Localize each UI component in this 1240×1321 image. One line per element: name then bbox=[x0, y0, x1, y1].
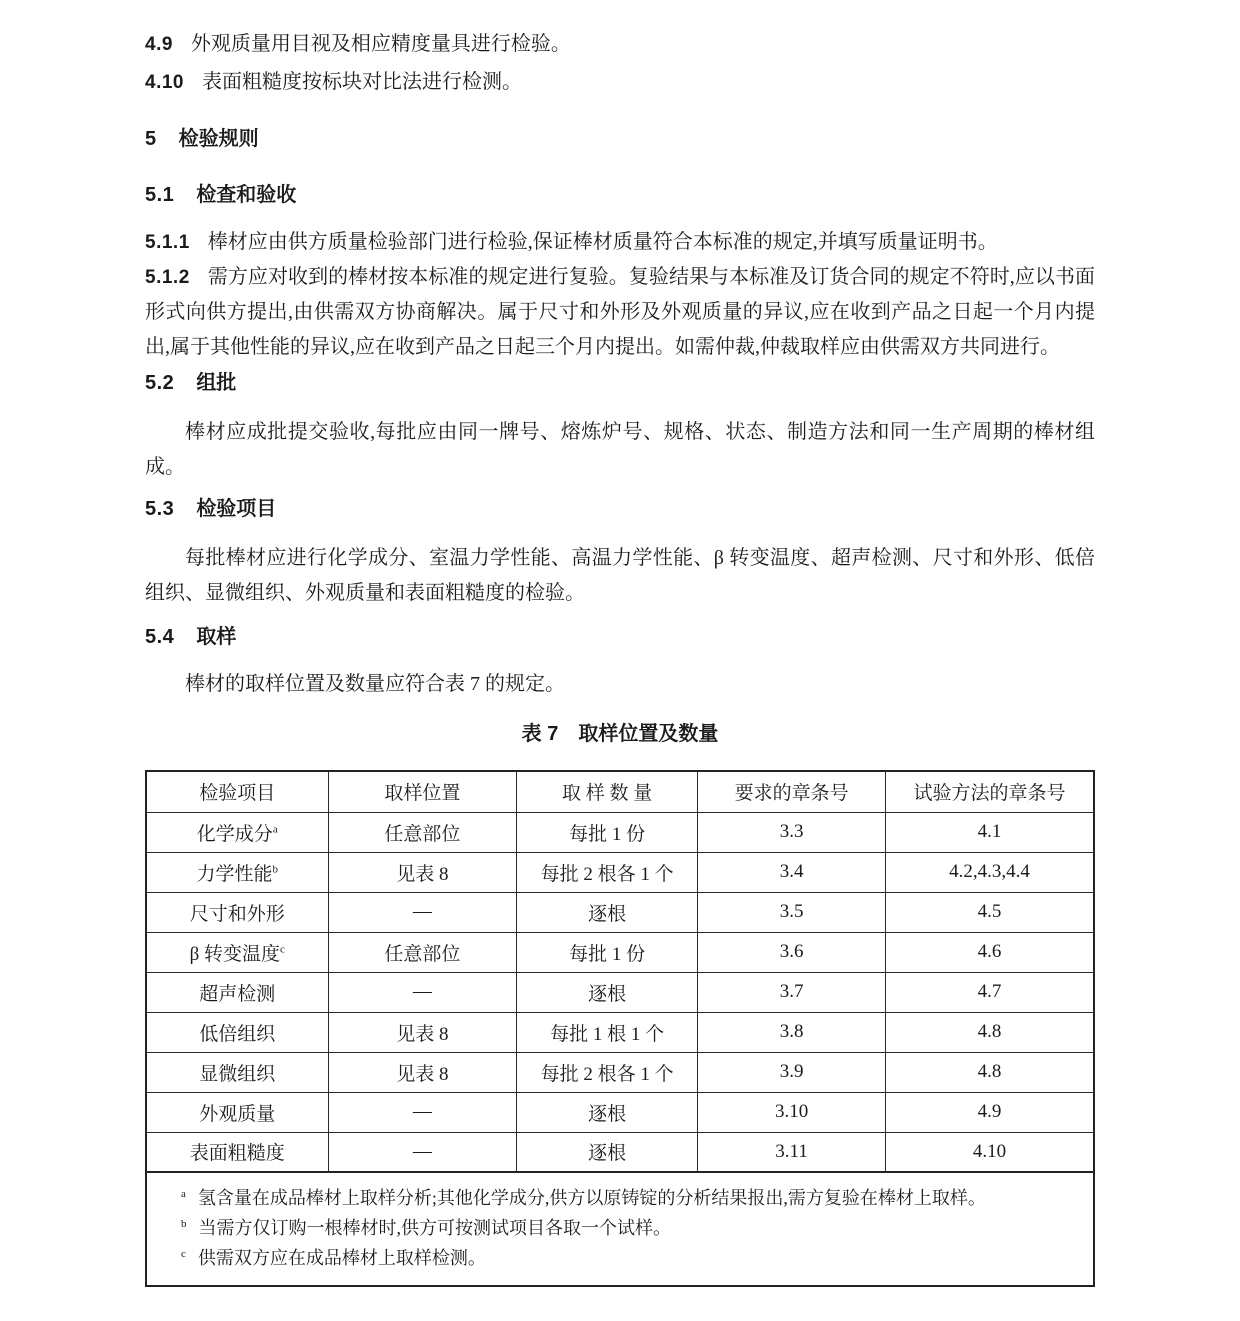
item-text: 化学成分 bbox=[196, 823, 273, 845]
cell-item bbox=[146, 972, 328, 1012]
cell-item bbox=[146, 812, 328, 852]
cell-method-clause: 4.1 bbox=[885, 812, 1094, 852]
footnote-mark: b bbox=[181, 1218, 187, 1230]
clause-text: 棒材应由供方质量检验部门进行检验,保证棒材质量符合本标准的规定,并填写质量证明书。 bbox=[207, 231, 998, 253]
cell-req-clause: 3.4 bbox=[698, 852, 886, 892]
cell-req-clause: 3.10 bbox=[698, 1092, 886, 1132]
heading-text: 检查和验收 bbox=[196, 184, 297, 206]
item-text: 外观质量 bbox=[199, 1103, 276, 1125]
cell-position: 见表 8 bbox=[328, 1012, 517, 1052]
clause-text: 外观质量用目视及相应精度量具进行检验。 bbox=[190, 33, 571, 55]
heading-5-3 bbox=[145, 491, 1095, 527]
item-text: β 转变温度 bbox=[189, 943, 281, 965]
clause-number: 5.1.2 bbox=[145, 267, 190, 288]
cell-req-clause: 3.8 bbox=[698, 1012, 886, 1052]
clause-number: 4.10 bbox=[145, 72, 184, 93]
table-7-title bbox=[145, 716, 1095, 752]
clause-number: 5.3 bbox=[145, 498, 175, 520]
cell-method-clause: 4.5 bbox=[885, 892, 1094, 932]
footnote-ref: b bbox=[272, 863, 279, 876]
table-row bbox=[146, 972, 1094, 1012]
cell-quantity: 每批 1 根 1 个 bbox=[517, 1012, 698, 1052]
item-text: 超声检测 bbox=[199, 983, 276, 1005]
footnote-text: 供需双方应在成品棒材上取样检测。 bbox=[197, 1248, 486, 1268]
cell-item bbox=[146, 932, 328, 972]
footnote-text: 氢含量在成品棒材上取样分析;其他化学成分,供方以原铸锭的分析结果报出,需方复验在棒材上取样。 bbox=[197, 1188, 986, 1208]
cell-method-clause: 4.10 bbox=[885, 1132, 1094, 1172]
table-row bbox=[146, 892, 1094, 932]
cell-item bbox=[146, 892, 328, 932]
cell-quantity: 每批 1 份 bbox=[517, 932, 698, 972]
heading-text: 检验规则 bbox=[178, 128, 259, 150]
header-cell-item: 检验项目 bbox=[146, 771, 328, 812]
footnote-mark: c bbox=[181, 1248, 186, 1260]
cell-method-clause: 4.8 bbox=[885, 1052, 1094, 1092]
heading-text: 检验项目 bbox=[196, 498, 277, 520]
table-title-text: 取样位置及数量 bbox=[578, 723, 719, 745]
cell-method-clause: 4.8 bbox=[885, 1012, 1094, 1052]
clause-text: 表面粗糙度按标块对比法进行检测。 bbox=[201, 71, 522, 93]
cell-item bbox=[146, 1092, 328, 1132]
footnote-text: 当需方仅订购一根棒材时,供方可按测试项目各取一个试样。 bbox=[198, 1218, 671, 1238]
paragraph-5-3: 每批棒材应进行化学成分、室温力学性能、高温力学性能、β 转变温度、超声检测、尺寸和外形、低倍组织、显微组织、外观质量和表面粗糙度的检验。 bbox=[145, 547, 1095, 604]
sampling-table bbox=[145, 770, 1095, 1287]
cell-item bbox=[146, 1132, 328, 1172]
table-row bbox=[146, 812, 1094, 852]
cell-req-clause: 3.9 bbox=[698, 1052, 886, 1092]
footnote-mark: a bbox=[181, 1188, 186, 1200]
item-text: 表面粗糙度 bbox=[189, 1143, 285, 1165]
footnote-b bbox=[181, 1213, 1063, 1243]
clause-5-1-2 bbox=[145, 260, 1095, 365]
table-header-row bbox=[146, 771, 1094, 812]
cell-req-clause: 3.11 bbox=[698, 1132, 886, 1172]
item-text: 力学性能 bbox=[196, 863, 273, 885]
cell-req-clause: 3.5 bbox=[698, 892, 886, 932]
cell-item bbox=[146, 1052, 328, 1092]
clause-number: 5.1.1 bbox=[145, 232, 190, 253]
footnote-a bbox=[181, 1183, 1063, 1213]
cell-quantity: 逐根 bbox=[517, 1092, 698, 1132]
cell-item bbox=[146, 852, 328, 892]
cell-item bbox=[146, 1012, 328, 1052]
cell-method-clause: 4.9 bbox=[885, 1092, 1094, 1132]
table-row bbox=[146, 932, 1094, 972]
cell-req-clause: 3.7 bbox=[698, 972, 886, 1012]
table-row bbox=[146, 1052, 1094, 1092]
item-text: 低倍组织 bbox=[199, 1023, 276, 1045]
table-row bbox=[146, 1132, 1094, 1172]
cell-method-clause: 4.6 bbox=[885, 932, 1094, 972]
header-cell-method-clause: 试验方法的章条号 bbox=[885, 771, 1094, 812]
cell-quantity: 逐根 bbox=[517, 972, 698, 1012]
clause-number: 5.2 bbox=[145, 372, 175, 394]
heading-5 bbox=[145, 121, 1095, 157]
clause-5-1-1 bbox=[145, 225, 1095, 260]
cell-quantity: 每批 1 份 bbox=[517, 812, 698, 852]
clause-text: 需方应对收到的棒材按本标准的规定进行复验。复验结果与本标准及订货合同的规定不符时,应以书面形式向供方提出,由供需双方协商解决。属于尺寸和外形及外观质量的异议,应在收到产品之日起一个月内提出,属于其他性能的异议,应在收到产品之日起三个月内提出。如需仲裁,仲裁取样应由供需双方共同进行。 bbox=[145, 266, 1095, 358]
cell-req-clause: 3.6 bbox=[698, 932, 886, 972]
cell-position: — bbox=[328, 972, 517, 1012]
footnote-ref: c bbox=[280, 943, 285, 956]
clause-number: 4.9 bbox=[145, 34, 173, 55]
table-footnotes-row bbox=[146, 1172, 1094, 1286]
cell-position: — bbox=[328, 1132, 517, 1172]
table-row bbox=[146, 1012, 1094, 1052]
footnote-c bbox=[181, 1243, 1063, 1273]
cell-quantity: 每批 2 根各 1 个 bbox=[517, 852, 698, 892]
cell-method-clause: 4.7 bbox=[885, 972, 1094, 1012]
paragraph-5-2: 棒材应成批提交验收,每批应由同一牌号、熔炼炉号、规格、状态、制造方法和同一生产周期的棒材组成。 bbox=[145, 421, 1095, 478]
header-cell-position: 取样位置 bbox=[328, 771, 517, 812]
cell-position: — bbox=[328, 1092, 517, 1132]
heading-5-4 bbox=[145, 619, 1095, 655]
header-cell-req-clause: 要求的章条号 bbox=[698, 771, 886, 812]
paragraph-5-4: 棒材的取样位置及数量应符合表 7 的规定。 bbox=[185, 673, 565, 695]
item-text: 显微组织 bbox=[199, 1063, 276, 1085]
footnote-ref: a bbox=[272, 823, 278, 836]
clause-4-10 bbox=[145, 64, 1095, 101]
cell-position: 任意部位 bbox=[328, 812, 517, 852]
cell-method-clause: 4.2,4.3,4.4 bbox=[885, 852, 1094, 892]
clause-number: 5.4 bbox=[145, 626, 175, 648]
table-row bbox=[146, 1092, 1094, 1132]
cell-position: 任意部位 bbox=[328, 932, 517, 972]
item-text: 尺寸和外形 bbox=[189, 903, 285, 925]
cell-position: — bbox=[328, 892, 517, 932]
clause-4-9 bbox=[145, 26, 1095, 63]
heading-text: 取样 bbox=[196, 626, 237, 648]
cell-quantity: 逐根 bbox=[517, 892, 698, 932]
heading-5-1 bbox=[145, 177, 1095, 213]
heading-5-2 bbox=[145, 365, 1095, 401]
cell-position: 见表 8 bbox=[328, 1052, 517, 1092]
table-row bbox=[146, 852, 1094, 892]
cell-req-clause: 3.3 bbox=[698, 812, 886, 852]
header-cell-quantity: 取 样 数 量 bbox=[517, 771, 698, 812]
cell-quantity: 逐根 bbox=[517, 1132, 698, 1172]
cell-quantity: 每批 2 根各 1 个 bbox=[517, 1052, 698, 1092]
cell-position: 见表 8 bbox=[328, 852, 517, 892]
heading-text: 组批 bbox=[196, 372, 237, 394]
clause-number: 5 bbox=[145, 128, 157, 150]
footnotes-cell bbox=[146, 1172, 1094, 1286]
clause-number: 5.1 bbox=[145, 184, 175, 206]
table-label: 表 7 bbox=[521, 723, 559, 745]
